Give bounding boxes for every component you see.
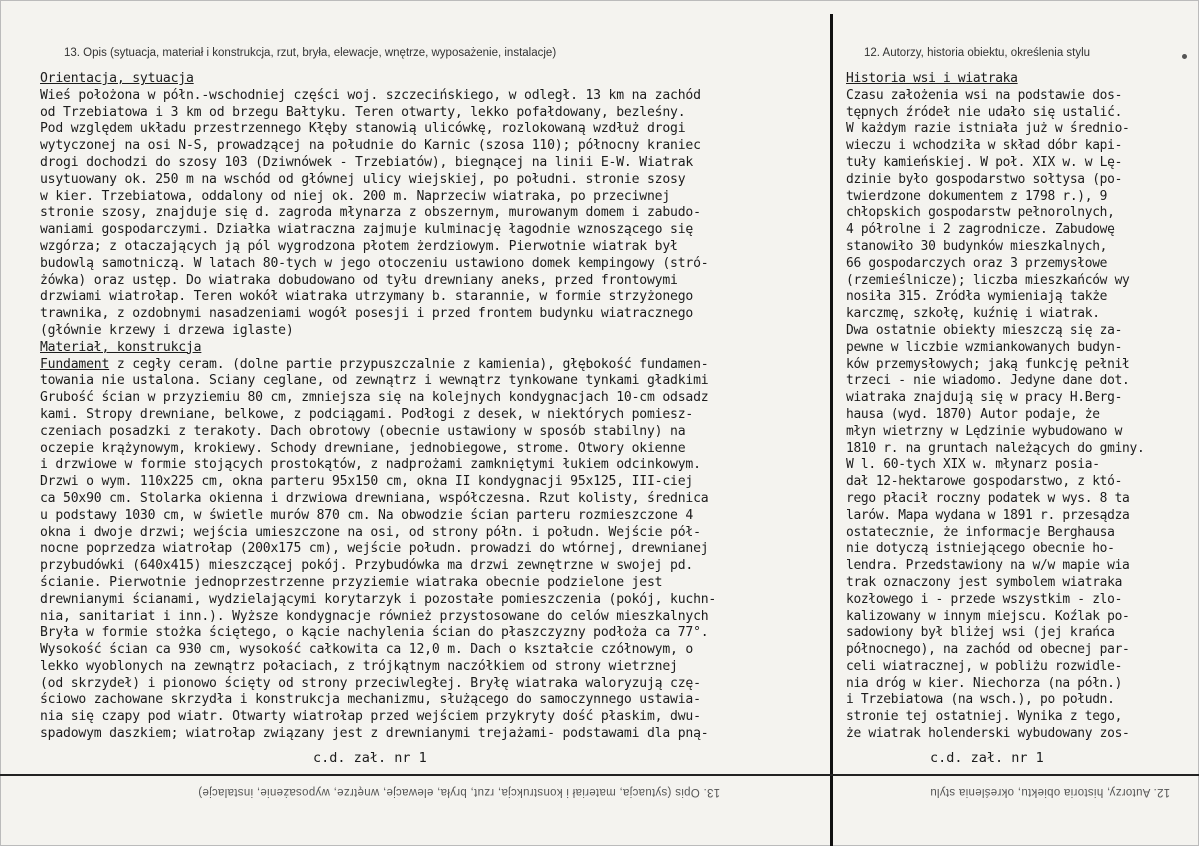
text-line: lendra. Przedstawiony na w/w mapie wia — [846, 558, 1130, 574]
fundament-text: z cegły ceram. (dolne partie przypuszczalnie z kamienia), głębokość fundamen- — [109, 356, 709, 372]
text-line: że wiatrak holenderski wybudowany zos- — [846, 726, 1130, 742]
text-line: wieczu i wchodziła w skład dóbr kapi- — [846, 138, 1123, 154]
text-line: waniami gospodarczymi. Działka wiatraczna zajmuje kulminację łagodnie wznoszącego się — [40, 222, 694, 238]
text-line: od Trzebiatowa i 3 km od brzegu Bałtyku. Teren otwarty, lekko pofałdowany, bezleśny. — [40, 104, 686, 120]
text-line: larów. Mapa wydana w 1891 r. przesądza — [846, 507, 1130, 523]
text-line: oczepie krążynowym, krokiewy. Schody drewniane, jednobiegowe, strome. Otwory okienne — [40, 440, 686, 456]
text-line: trzeci - nie wiadomo. Jedyne dane dot. — [846, 373, 1130, 389]
text-line: ostatecznie, że informacje Berghausa — [846, 524, 1115, 540]
text-line: budowlą samotniczą. W latach 80-tych w jego otoczeniu ustawiono domek kempingowy (stró- — [40, 255, 709, 271]
text-line: nie dotyczą istniejącego obecnie ho- — [846, 541, 1115, 557]
text-line: nocne poprzedza wiatrołap (200x175 cm), wejście połudn. prowadzi do wtórnej, drewnianej — [40, 541, 709, 557]
text-line: sadowiony był bliżej wsi (jej krańca — [846, 625, 1115, 641]
text-line: rego płacił roczny podatek w wys. 8 ta — [846, 490, 1130, 506]
material-text — [40, 373, 828, 743]
text-line: drogi dochodzi do szosy 103 (Dziwnówek - Trzebiatów), biegnącej na linii E-W. Wiatrak — [40, 154, 694, 170]
text-line: tępnych źródeł nie udało się ustalić. — [846, 104, 1123, 120]
text-line: ca 50x90 cm. Stolarka okienna i drzwiowa drewniana, współczesna. Rzut kolisty, średnica — [40, 490, 709, 506]
text-line: Pod względem układu przestrzennego Kłęby stanowią ulicówkę, rozlokowaną wzdłuż drogi — [40, 121, 686, 137]
right-header: 12. Autorzy, historia obiektu, określenia stylu — [864, 47, 1091, 59]
text-line: trak oznaczony jest symbolem wiatraka — [846, 574, 1123, 590]
text-line: chłopskich gospodarstw pełnorolnych, — [846, 205, 1115, 221]
text-line: trawnika, z ozdobnymi nasadzeniami wogół posesji i przed frontem budynku wiatracznego — [40, 306, 694, 322]
text-line: wytyczonej na osi N-S, prowadzącej na południe do Karnic (szosa 110); północny kraniec — [40, 138, 701, 154]
text-line: nia dróg w kier. Niechorza (na półn.) — [846, 675, 1123, 691]
text-line: północnego), na zachód od obecnej par- — [846, 642, 1130, 658]
text-line: tuły kamieńskiej. W poł. XIX w. w Lę- — [846, 154, 1123, 170]
text-line: (głównie krzewy i drzewa iglaste) — [40, 322, 294, 338]
text-line: żówka) oraz ustęp. Do wiatraka dobudowano od tyłu drewniany aneks, przed frontowymi — [40, 272, 678, 288]
orientation-text — [40, 88, 828, 340]
right-continuation-note: c.d. zał. nr 1 — [930, 750, 1044, 766]
text-line: stanowiło 30 budynków mieszkalnych, — [846, 238, 1108, 254]
text-line: Czasu założenia wsi na podstawie dos- — [846, 87, 1123, 103]
text-line: drewnianymi ścianami, wydzielającymi korytarzyk i pozostałe pomieszczenia (pokój, kuchn- — [40, 591, 717, 607]
text-line: spadowym daszkiem; wiatrołap związany jest z drewnianymi trejażami- podstawami dla pną- — [40, 726, 709, 742]
section-title-material: Materiał, konstrukcja — [40, 339, 202, 355]
text-line: ściowo zachowane skrzydła i konstrukcja mechanizmu, służącego do samoczynnego ustawia- — [40, 692, 701, 708]
text-line: czeniach posadzki z terakoty. Dach obrotowy (obecnie ustawiony w sposób stabilny) na — [40, 423, 686, 439]
section-title-orientation: Orientacja, sytuacja — [40, 71, 194, 86]
text-line: celi wiatracznej, w pobliżu rozwidle- — [846, 658, 1123, 674]
text-line: twierdzone dokumentem z 1798 r.), 9 — [846, 188, 1108, 204]
text-line: w kier. Trzebiatowa, oddalony od niej ok. 200 m. Naprzeciw wiatraka, po przeciwnej — [40, 188, 671, 204]
left-header: 13. Opis (sytuacja, materiał i konstrukcja, rzut, bryła, elewacje, wnętrze, wyposażenie, instalacje) — [64, 47, 557, 59]
bottom-rule — [0, 774, 1199, 776]
right-column — [846, 71, 1196, 743]
text-line: 4 półrolne i 2 zagrodnicze. Zabudowę — [846, 222, 1115, 238]
history-text — [846, 88, 1196, 743]
text-line: ścianie. Pierwotnie jednoprzestrzenne przyziemie wiatraka obecnie podzielone jest — [40, 574, 663, 590]
text-line: ków przemysłowych; jaką funkcję pełnił — [846, 356, 1130, 372]
text-line: Grubość ścian w przyziemiu 80 cm, zmniejsza się na kolejnych kondygnacjach 10-cm odsadz — [40, 390, 709, 406]
text-line: i Trzebiatowa (na wsch.), po połudn. — [846, 692, 1115, 708]
text-line: i drzwiowe w formie stojących prostokątów, z nadprożami zamkniętymi łukiem odcinkowym. — [40, 457, 701, 473]
section-title-history: Historia wsi i wiatraka — [846, 71, 1018, 86]
text-line: kozłowego i - przede wszystkim - zlo- — [846, 591, 1123, 607]
text-line: (rzemieślnicze); liczba mieszkańców wy — [846, 272, 1130, 288]
text-line: nosiła 315. Źródła wymieniają także — [846, 289, 1108, 305]
text-line: W każdym razie istniała już w średnio- — [846, 121, 1130, 137]
text-line: wzgórza; z otaczających ją pól wygrodzona płotem żerdziowym. Pierwotnie wiatrak był — [40, 238, 678, 254]
text-line: stronie szosy, znajduje się d. zagroda młynarza z obszernym, murowanym domem i zabudo- — [40, 205, 701, 221]
text-line: dzinie było gospodarstwo sołtysa (po- — [846, 171, 1123, 187]
text-line: W l. 60-tych XIX w. młynarz posia- — [846, 457, 1100, 473]
text-line: (od skrzydeł) i pionowo ścięty od strony przeciwległej. Bryłę wiatraka waloryzują czę- — [40, 675, 701, 691]
text-line: hausa (wyd. 1870) Autor podaje, że — [846, 406, 1100, 422]
text-line: Wieś położona w półn.-wschodniej części woj. szczecińskiego, w odległ. 13 km na zachód — [40, 87, 701, 103]
text-line: nia się czapy pod wiatr. Otwarty wiatrołap przed wejściem przykryty dość płaskim, dwu- — [40, 709, 701, 725]
text-line: drzwiami wiatrołap. Teren wokół wiatraka utrzymany b. starannie, w formie strzyżonego — [40, 289, 694, 305]
fundament-line — [40, 357, 828, 374]
left-mirrored-header: 13. Opis (sytuacja, materiał i konstrukcja, rzut, bryła, elewacje, wnętrze, wyposażenie, instalacje) — [198, 786, 721, 798]
text-line: okna i dwoje drzwi; wejścia umieszczone na osi, od strony półn. i połudn. Wejście pół- — [40, 524, 701, 540]
fundament-label: Fundament — [40, 356, 110, 372]
text-line: 66 gospodarczych oraz 3 przemysłowe — [846, 255, 1108, 271]
text-line: 1810 r. na gruntach należących do gminy. — [846, 440, 1145, 456]
hole-punch-mark — [1182, 54, 1187, 59]
right-mirrored-header: 12. Autorzy, historia obiektu, określenia stylu — [930, 786, 1171, 798]
text-line: Wysokość ścian ca 930 cm, wysokość całkowita ca 12,0 m. Dach o kształcie czółnowym, o — [40, 642, 694, 658]
text-line: wiatraka znajdują się w pracy H.Berg- — [846, 390, 1123, 406]
column-divider — [830, 14, 833, 846]
text-line: towania nie ustalona. Ściany ceglane, od zewnątrz i wewnątrz tynkowane tynkami gładkimi — [40, 373, 709, 389]
text-line: kalizowany w innym miejscu. Koźlak po- — [846, 608, 1130, 624]
text-line: pewne w liczbie wzmiankowanych budyn- — [846, 339, 1123, 355]
text-line: Dwa ostatnie obiekty mieszczą się za- — [846, 322, 1123, 338]
text-line: Bryła w formie stożka ściętego, o kącie nachylenia ścian do płaszczyzny podłoża ca 77°. — [40, 625, 709, 641]
text-line: usytuowany ok. 250 m na wschód od głównej ulicy wiejskiej, po południ. stronie szosy — [40, 171, 686, 187]
text-line: u podstawy 1030 cm, w świetle murów 870 cm. Na obwodzie ścian parteru rozmieszczone 4 — [40, 507, 694, 523]
text-line: kami. Stropy drewniane, belkowe, z podciągami. Podłogi z desek, w niektórych pomiesz- — [40, 406, 694, 422]
left-continuation-note: c.d. zał. nr 1 — [313, 750, 427, 766]
text-line: stronie tej ostatniej. Wynika z tego, — [846, 709, 1123, 725]
text-line: lekko wyoblonych na zewnątrz połaciach, z trójkątnym naczółkiem od strony wietrznej — [40, 658, 678, 674]
text-line: młyn wietrzny w Lędzinie wybudowano w — [846, 423, 1123, 439]
text-line: przybudówki (640x415) mieszczącej pokój. Przybudówka ma drzwi zewnętrzne w swojej pd. — [40, 558, 694, 574]
left-column — [40, 71, 828, 743]
text-line: Drzwi o wym. 110x225 cm, okna parteru 95x150 cm, okna II kondygnacji 95x125, III-ciej — [40, 474, 694, 490]
text-line: karczmę, szkołę, kuźnię i wiatrak. — [846, 306, 1100, 322]
text-line: dał 12-hektarowe gospodarstwo, z któ- — [846, 474, 1123, 490]
text-line: nia, sanitariat i inn.). Wyższe kondygnacje również przystosowane do celów mieszkalnych — [40, 608, 709, 624]
